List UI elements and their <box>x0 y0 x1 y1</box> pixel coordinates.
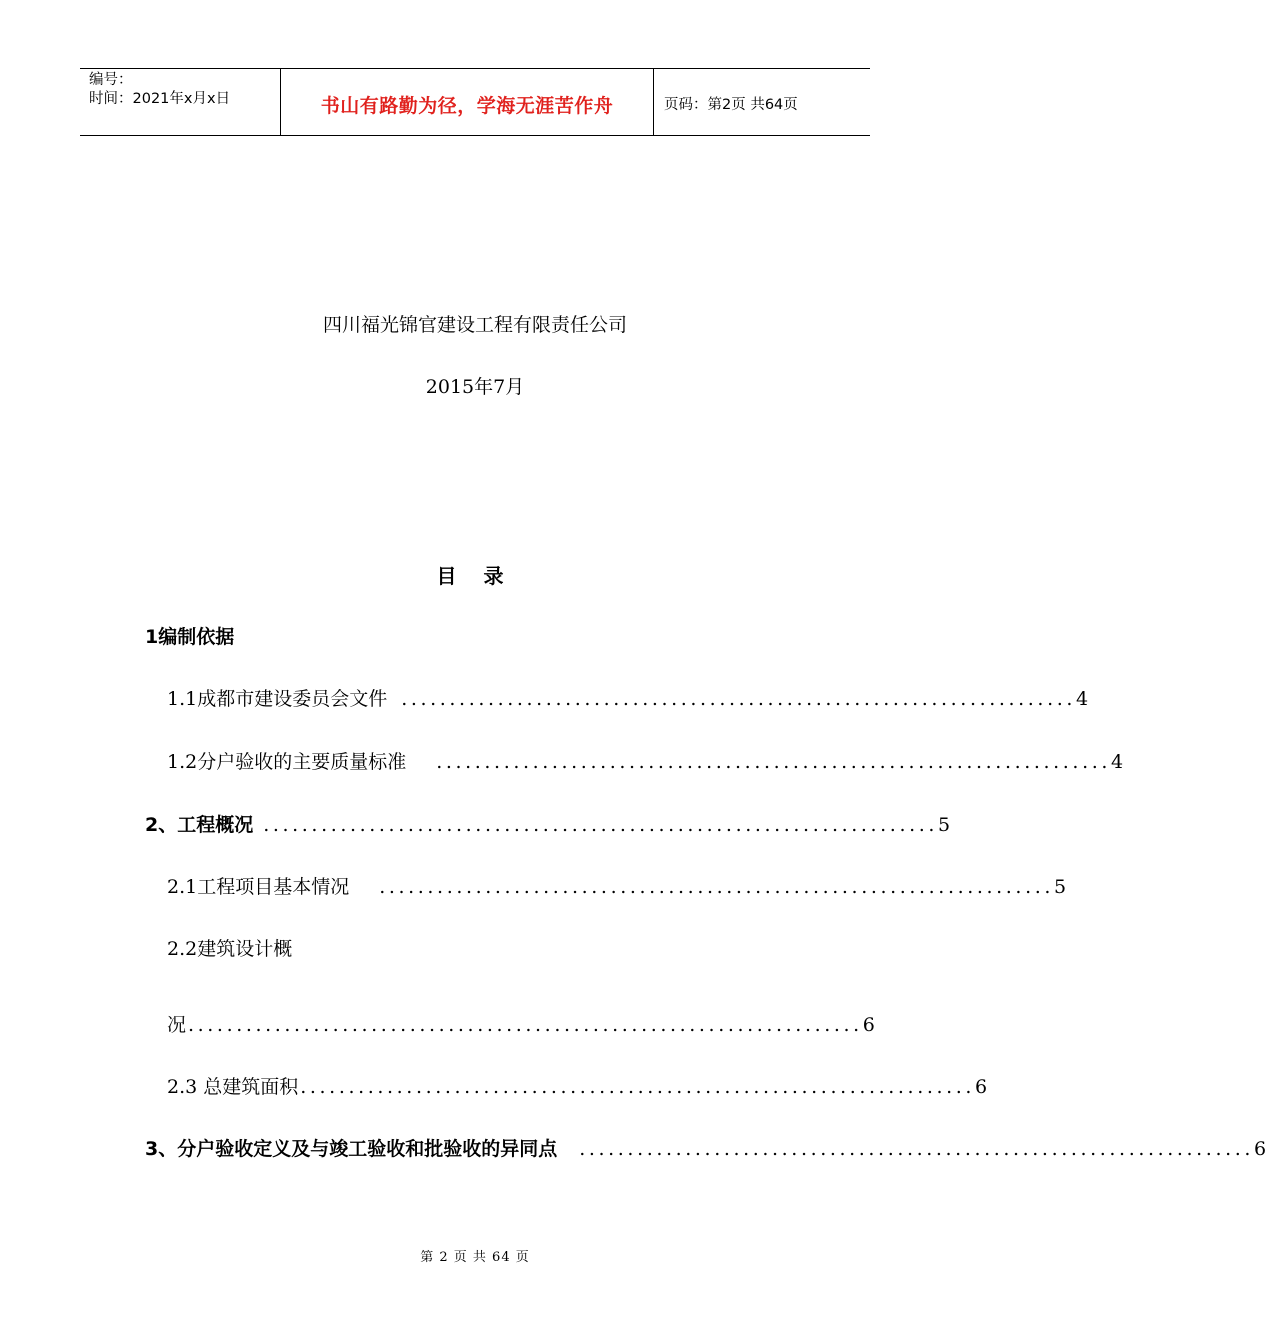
toc-entry-label: 3、分户验收定义及与竣工验收和批验收的异同点 <box>145 1138 558 1160</box>
toc-entry-page: 5 <box>1054 876 1067 898</box>
toc-entry-label-wrapped[interactable]: 2.2建筑设计概 <box>167 938 293 960</box>
toc-entry[interactable] <box>167 684 1089 711</box>
toc-leader-dots: ...................................................................... <box>436 751 1111 773</box>
toc-leader-dots: ...................................................................... <box>263 814 939 836</box>
toc-entry-label: 况 <box>167 1014 187 1036</box>
toc-leader-dots: ...................................................................... <box>379 876 1054 898</box>
toc-entry-label: 1.1成都市建设委员会文件 <box>167 688 388 710</box>
toc-leader-dots: ...................................................................... <box>300 1076 976 1098</box>
toc-entry[interactable] <box>167 747 1124 774</box>
toc-entry-label: 2、工程概况 <box>145 814 254 836</box>
header-time-label: 时间：2021年x月x日 <box>89 91 231 107</box>
toc-entry-label: 1编制依据 <box>145 626 235 648</box>
toc-entry[interactable] <box>145 810 951 837</box>
toc-entry-page: 6 <box>862 1014 875 1036</box>
toc-entry-page: 4 <box>1076 688 1089 710</box>
toc-leader-dots: ...................................................................... <box>401 688 1076 710</box>
header-meta-cell <box>80 69 281 135</box>
document-date: 2015年7月 <box>425 376 525 398</box>
page-header <box>80 68 870 136</box>
header-motto: 书山有路勤为径，学海无涯苦作舟 <box>320 94 614 117</box>
toc-entry-page: 6 <box>975 1076 988 1098</box>
company-name: 四川福光锦官建设工程有限责任公司 <box>322 314 627 336</box>
toc-entry-label: 2.1工程项目基本情况 <box>167 876 350 898</box>
toc-entry[interactable] <box>167 1072 988 1099</box>
header-number-label: 编号： <box>89 72 133 88</box>
toc-entry-page: 6 <box>1254 1138 1266 1160</box>
toc-entry[interactable] <box>167 1010 875 1037</box>
toc-title: 目 录 <box>436 564 514 588</box>
toc-leader-dots: ...................................................................... <box>188 1014 863 1036</box>
toc-entry-label: 2.3 总建筑面积 <box>167 1076 299 1098</box>
header-page-info: 页码：第2页 共64页 <box>664 96 798 113</box>
page-footer: 第 2 页 共 64 页 <box>420 1250 530 1265</box>
header-motto-cell <box>281 69 654 135</box>
toc-leader-dots: ...................................................................... <box>579 1138 1255 1160</box>
toc-entry-page: 5 <box>938 814 951 836</box>
toc-entry-page: 4 <box>1111 751 1124 773</box>
header-page-cell <box>654 69 870 135</box>
toc-entry[interactable] <box>167 872 1067 899</box>
toc-entry[interactable] <box>145 622 805 649</box>
toc-entry[interactable] <box>145 1134 1266 1161</box>
toc-entry-label: 1.2分户验收的主要质量标准 <box>167 751 407 773</box>
